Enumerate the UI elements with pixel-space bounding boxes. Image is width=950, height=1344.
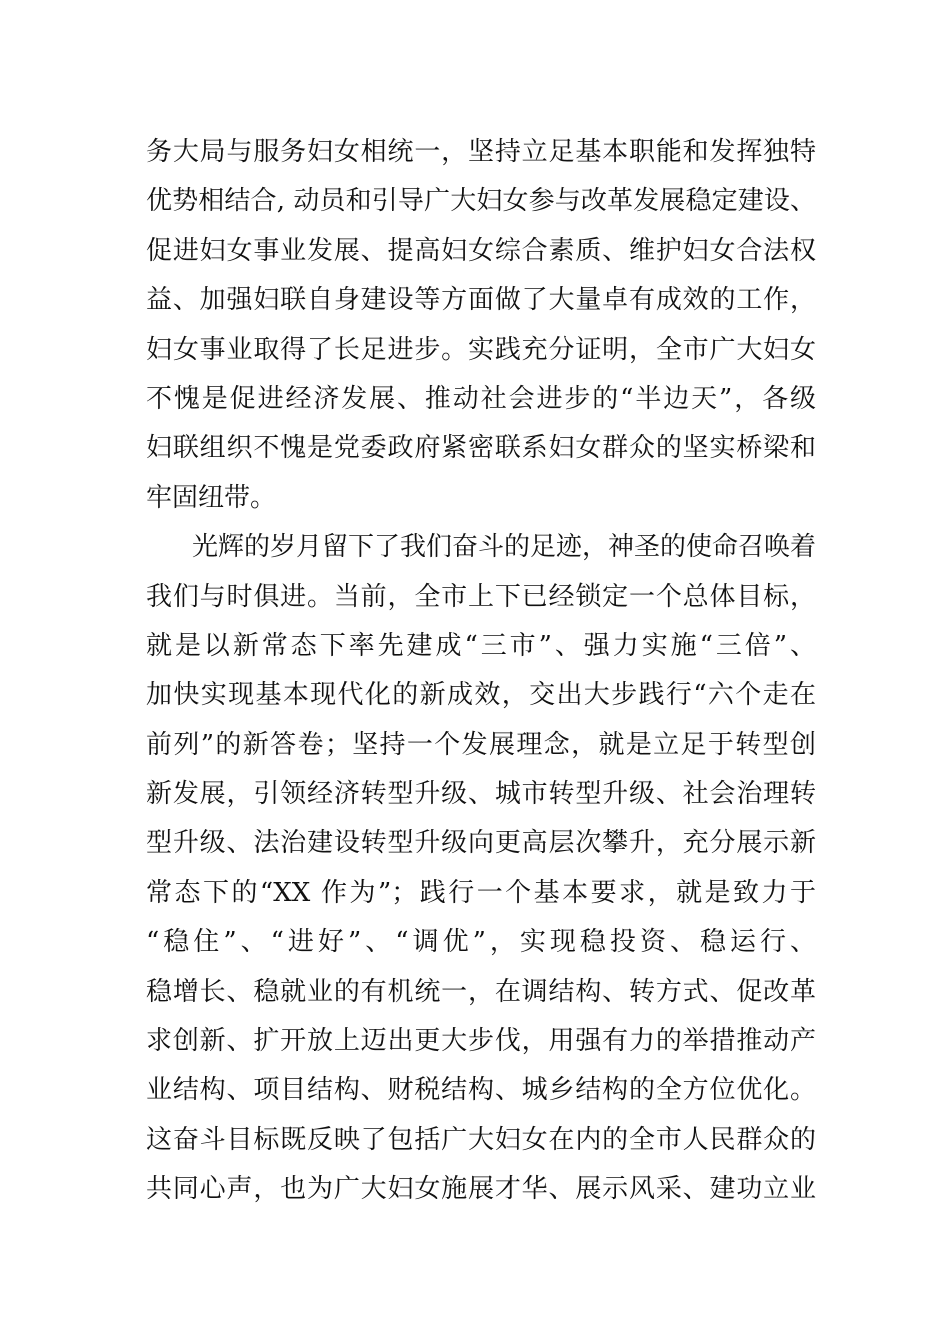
text-line: 优势相结合, 动员和引导广大妇女参与改革发展稳定建设、 bbox=[146, 186, 816, 217]
text-line: 不愧是促进经济发展、推动社会进步的“半边天”，各级 bbox=[146, 383, 816, 414]
text-line: 加快实现基本现代化的新成效，交出大步践行“六个走在 bbox=[146, 680, 816, 711]
text-line: 促进妇女事业发展、提高妇女综合素质、维护妇女合法权 bbox=[146, 235, 816, 266]
body-text bbox=[146, 128, 816, 1215]
text-line: 新发展，引领经济转型升级、城市转型升级、社会治理转 bbox=[146, 779, 816, 810]
text-line: 妇女事业取得了长足进步。实践充分证明，全市广大妇女 bbox=[146, 334, 816, 365]
text-line: 益、加强妇联自身建设等方面做了大量卓有成效的工作， bbox=[146, 285, 816, 316]
text-line: 型升级、法治建设转型升级向更高层次攀升，充分展示新 bbox=[146, 828, 816, 859]
text-line: 业结构、项目结构、财税结构、城乡结构的全方位优化。 bbox=[146, 1075, 816, 1106]
text-line: “稳住”、“进好”、“调优”，实现稳投资、稳运行、 bbox=[146, 927, 816, 958]
text-line: 求创新、扩开放上迈出更大步伐，用强有力的举措推动产 bbox=[146, 1026, 816, 1057]
text-line: 务大局与服务妇女相统一，坚持立足基本职能和发挥独特 bbox=[146, 137, 816, 167]
text-line: 常态下的“XX 作为”；践行一个基本要求，就是致力于 bbox=[146, 877, 816, 908]
text-line: 这奋斗目标既反映了包括广大妇女在内的全市人民群众的 bbox=[146, 1124, 816, 1155]
text-line: 我们与时俱进。当前，全市上下已经锁定一个总体目标， bbox=[146, 581, 816, 612]
text-line: 共同心声，也为广大妇女施展才华、展示风采、建功立业 bbox=[146, 1174, 816, 1205]
text-line: 就是以新常态下率先建成“三市”、强力实施“三倍”、 bbox=[146, 630, 816, 661]
paragraph-first-line: 光辉的岁月留下了我们奋斗的足迹，神圣的使命召唤着 bbox=[192, 532, 817, 563]
text-line: 牢固纽带。 bbox=[146, 482, 277, 513]
text-line: 妇联组织不愧是党委政府紧密联系妇女群众的坚实桥梁和 bbox=[146, 433, 816, 464]
text-line: 前列”的新答卷；坚持一个发展理念，就是立足于转型创 bbox=[146, 729, 816, 760]
text-line: 稳增长、稳就业的有机统一，在调结构、转方式、促改革 bbox=[146, 976, 816, 1007]
